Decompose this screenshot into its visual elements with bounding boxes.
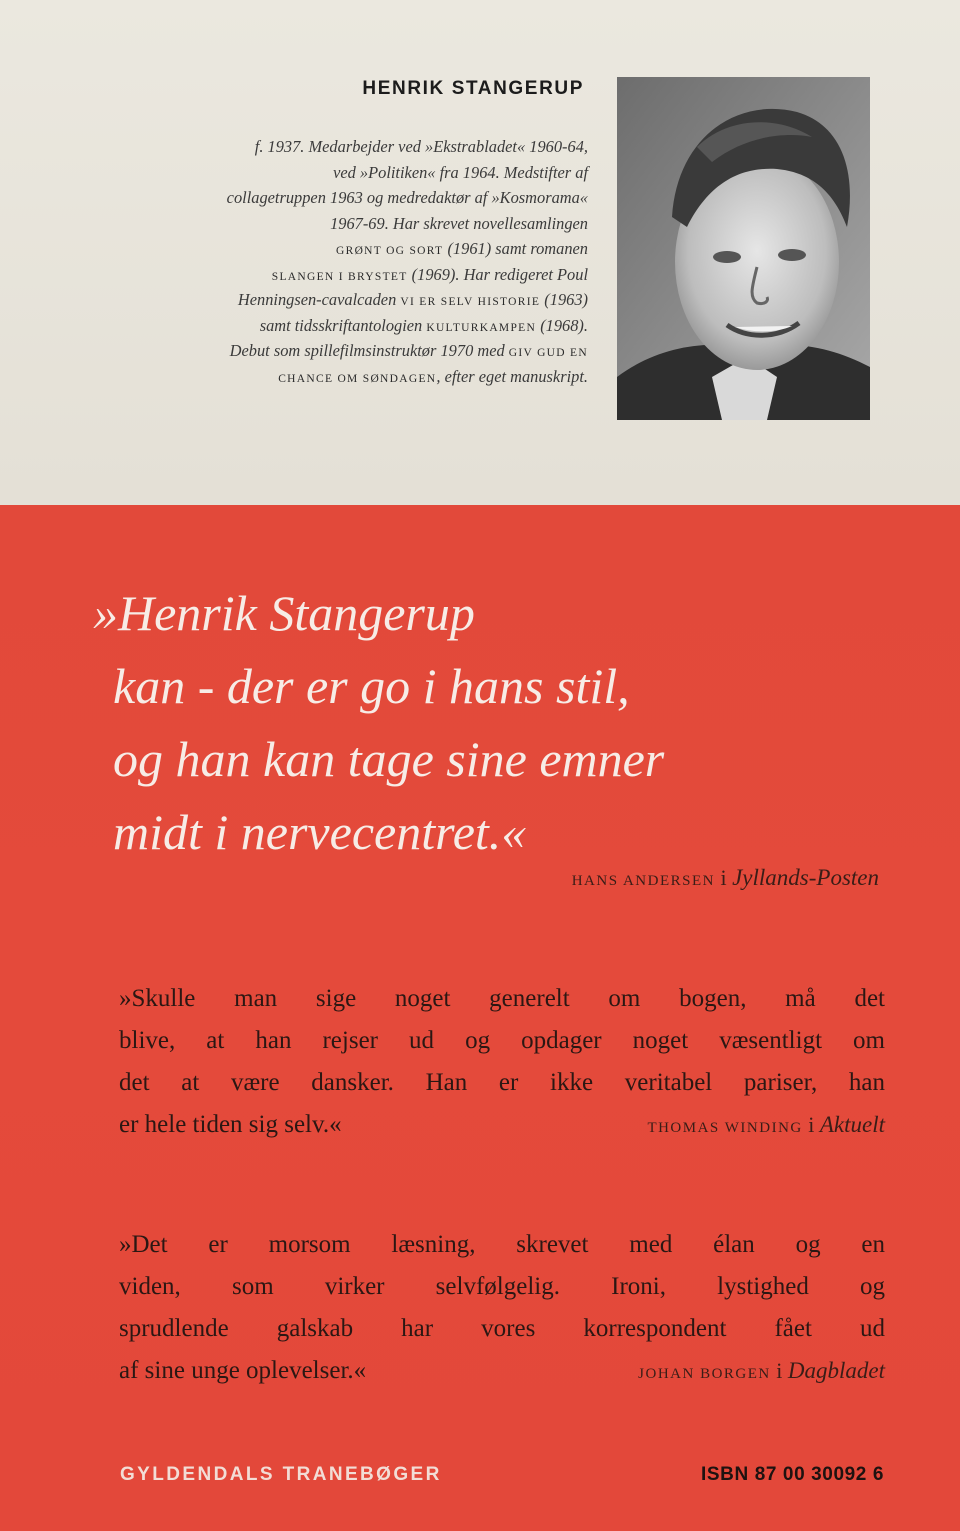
bio-line: ved »Politiken« fra 1964. Medstifter af (333, 162, 588, 182)
quote-line: »Henrik Stangerup (93, 585, 475, 641)
bio-line (110, 236, 588, 262)
review-line: sprudlende galskab har vores korrespondent fået ud (119, 1315, 885, 1342)
bio-text: Debut som spillefilmsinstruktør 1970 med (229, 341, 509, 360)
portrait-image (617, 77, 870, 420)
reviewer-name: HANS ANDERSEN (571, 873, 715, 889)
book-title: KULTURKAMPEN (426, 321, 537, 334)
book-title: SLANGEN I BRYSTET (271, 270, 408, 283)
publication-name: Aktuelt (819, 1112, 885, 1137)
bio-text: Henningsen-cavalcaden (237, 290, 401, 309)
bio-line (110, 313, 588, 339)
review-line (119, 1350, 885, 1392)
review-line: »Skulle man sige noget generelt om bogen, må det (119, 985, 885, 1012)
quote-line: og han kan tage sine emner (113, 731, 665, 787)
source-connector: i (770, 1358, 788, 1383)
publisher-series: GYLDENDALS TRANEBØGER (120, 1464, 442, 1485)
bio-line (110, 262, 588, 288)
author-photo (617, 77, 870, 420)
bio-text: (1969). Har redigeret Poul (407, 264, 588, 284)
bio-text: (1961) samt romanen (443, 239, 588, 258)
film-title: GIV GUD EN (508, 347, 588, 359)
review-line (119, 1104, 885, 1146)
book-title: GRØNT OG SORT (336, 245, 444, 257)
book-title: VI ER SELV HISTORIE (400, 296, 541, 308)
bio-line (110, 364, 588, 390)
bio-text: , efter eget manuskript. (436, 366, 588, 386)
bio-line: 1967-69. Har skrevet novellesamlingen (330, 213, 588, 233)
headline-quote (93, 577, 913, 869)
bio-text: samt tidsskriftantologien (259, 315, 427, 335)
bio-line (110, 287, 588, 313)
publication-name: Jyllands-Posten (732, 865, 879, 890)
bio-line (110, 338, 588, 364)
review-quote (119, 1224, 885, 1392)
publication-name: Dagbladet (787, 1358, 885, 1383)
author-panel (0, 0, 960, 505)
review-line: blive, at han rejser ud og opdager noget væsentligt om (119, 1027, 885, 1054)
bio-line: f. 1937. Medarbejder ved »Ekstrabladet« 1960-64, (254, 137, 588, 156)
source-connector: i (802, 1112, 820, 1137)
quote-line: kan - der er go i hans stil, (113, 658, 630, 714)
reviewer-name: JOHAN BORGEN (638, 1366, 771, 1382)
quote-source (638, 1350, 885, 1395)
bio-text: (1963) (540, 290, 588, 309)
quote-source (647, 1104, 885, 1149)
review-quote (119, 978, 885, 1146)
film-title: CHANCE OM SØNDAGEN (278, 372, 437, 385)
review-line: viden, som virker selvfølgelig. Ironi, lystighed og (119, 1273, 885, 1300)
author-bio (110, 134, 588, 389)
review-line: »Det er morsom læsning, skrevet med élan og en (119, 1231, 885, 1258)
quote-source (390, 865, 879, 891)
review-text: af sine unge oplevelser.« (119, 1357, 367, 1384)
bio-line: collagetruppen 1963 og medredaktør af »Kosmorama« (226, 188, 588, 207)
review-panel (0, 505, 960, 1531)
bio-text: (1968). (536, 315, 588, 335)
review-text: er hele tiden sig selv.« (119, 1111, 342, 1138)
reviewer-name: THOMAS WINDING (647, 1120, 803, 1136)
quote-line: midt i nervecentret.« (113, 804, 527, 860)
source-connector: i (714, 865, 733, 890)
isbn-number: ISBN 87 00 30092 6 (701, 1464, 884, 1485)
author-name: HENRIK STANGERUP (362, 78, 584, 99)
review-line: det at være dansker. Han er ikke veritabel pariser, han (119, 1069, 885, 1096)
